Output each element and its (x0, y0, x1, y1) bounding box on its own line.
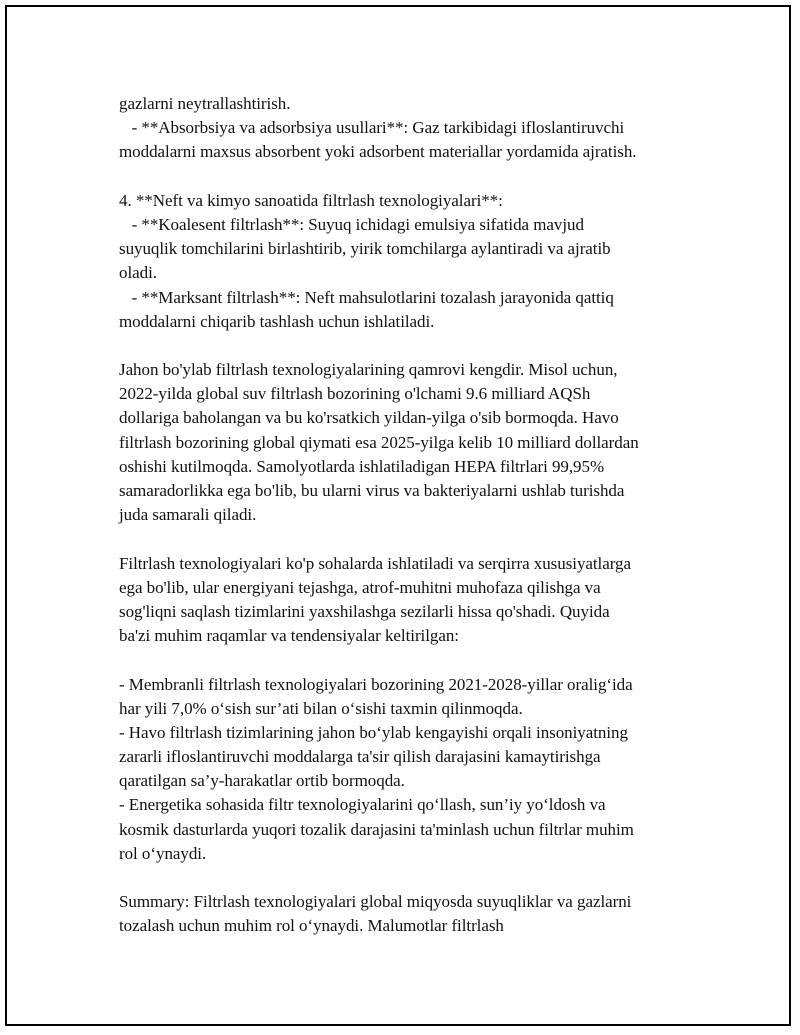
text-line: tozalash uchun muhim rol o‘ynaydi. Malumotlar filtrlash (119, 916, 504, 936)
text-line: gazlarni neytrallashtirish. (119, 94, 291, 113)
blank-line (119, 866, 699, 890)
text-line: rol o‘ynaydi. (119, 843, 207, 863)
text-line: - **Marksant filtrlash**: Neft mahsulotlarini tozalash jarayonida qattiq (119, 287, 614, 307)
text-line: juda samarali qiladi. (119, 505, 257, 525)
text-line: - Havo filtrlash tizimlarining jahon bo‘ylab kengayishi orqali insoniyatning (119, 722, 628, 742)
text-line: kosmik dasturlarda yuqori tozalik darajasini ta'minlash uchun filtrlar muhim (119, 819, 634, 839)
document-body (119, 92, 699, 939)
text-line: zararli ifloslantiruvchi moddalarga ta'sir qilish darajasini kamaytirishga (119, 747, 601, 767)
text-line: samaradorlikka ega bo'lib, bu ularni virus va bakteriyalarni ushlab turishda (119, 481, 625, 500)
text-line: dollariga baholangan va bu ko'rsatkich yildan-yilga o'sib bormoqda. Havo (119, 408, 619, 428)
text-line: Summary: Filtrlash texnologiyalari global miqyosda suyuqliklar va gazlarni (119, 892, 632, 912)
text-line: suyuqlik tomchilarini birlashtirib, yirik tomchilarga aylantiradi va ajratib (119, 239, 611, 259)
text-line: Filtrlash texnologiyalari ko'p sohalarda ishlatiladi va serqirra xususiyatlarga (119, 553, 631, 573)
text-line: filtrlash bozorining global qiymati esa 2025-yilga kelib 10 milliard dollardan (119, 432, 639, 452)
text-line: sog'liqni saqlash tizimlarini yaxshilashga sezilarli hissa qo'shadi. Quyida (119, 601, 610, 621)
text-line: - **Koalesent filtrlash**: Suyuq ichidagi emulsiya sifatida mavjud (119, 214, 584, 234)
text-line: - Membranli filtrlash texnologiyalari bozorining 2021-2028-yillar oralig‘ida (119, 674, 633, 694)
text-line: ba'zi muhim raqamlar va tendensiyalar keltirilgan: (119, 626, 459, 646)
text-line: oladi. (119, 263, 157, 283)
text-line: 4. **Neft va kimyo sanoatida filtrlash texnologiyalari**: (119, 190, 503, 210)
text-line: moddalarni maxsus absorbent yoki adsorbent materiallar yordamida ajratish. (119, 142, 637, 162)
blank-line (119, 648, 699, 672)
text-line: 2022-yilda global suv filtrlash bozorining o'lchami 9.6 milliard AQSh (119, 384, 591, 404)
text-line: Jahon bo'ylab filtrlash texnologiyalarining qamrovi kengdir. Misol uchun, (119, 360, 618, 380)
blank-line (119, 165, 699, 189)
blank-line (119, 334, 699, 358)
text-line: - Energetika sohasida filtr texnologiyalarini qo‘llash, sun’iy yo‘ldosh va (119, 795, 606, 815)
text-line: har yili 7,0% o‘sish sur’ati bilan o‘sishi taxmin qilinmoqda. (119, 698, 523, 718)
text-line: oshishi kutilmoqda. Samolyotlarda ishlatiladigan HEPA filtrlari 99,95% (119, 456, 605, 476)
text-line: qaratilgan sa’y-harakatlar ortib bormoqda. (119, 771, 405, 791)
blank-line (119, 527, 699, 551)
text-line: ega bo'lib, ular energiyani tejashga, atrof-muhitni muhofaza qilishga va (119, 577, 601, 597)
text-line: - **Absorbsiya va adsorbsiya usullari**: Gaz tarkibidagi ifloslantiruvchi (119, 118, 625, 138)
text-line: moddalarni chiqarib tashlash uchun ishlatiladi. (119, 311, 435, 331)
